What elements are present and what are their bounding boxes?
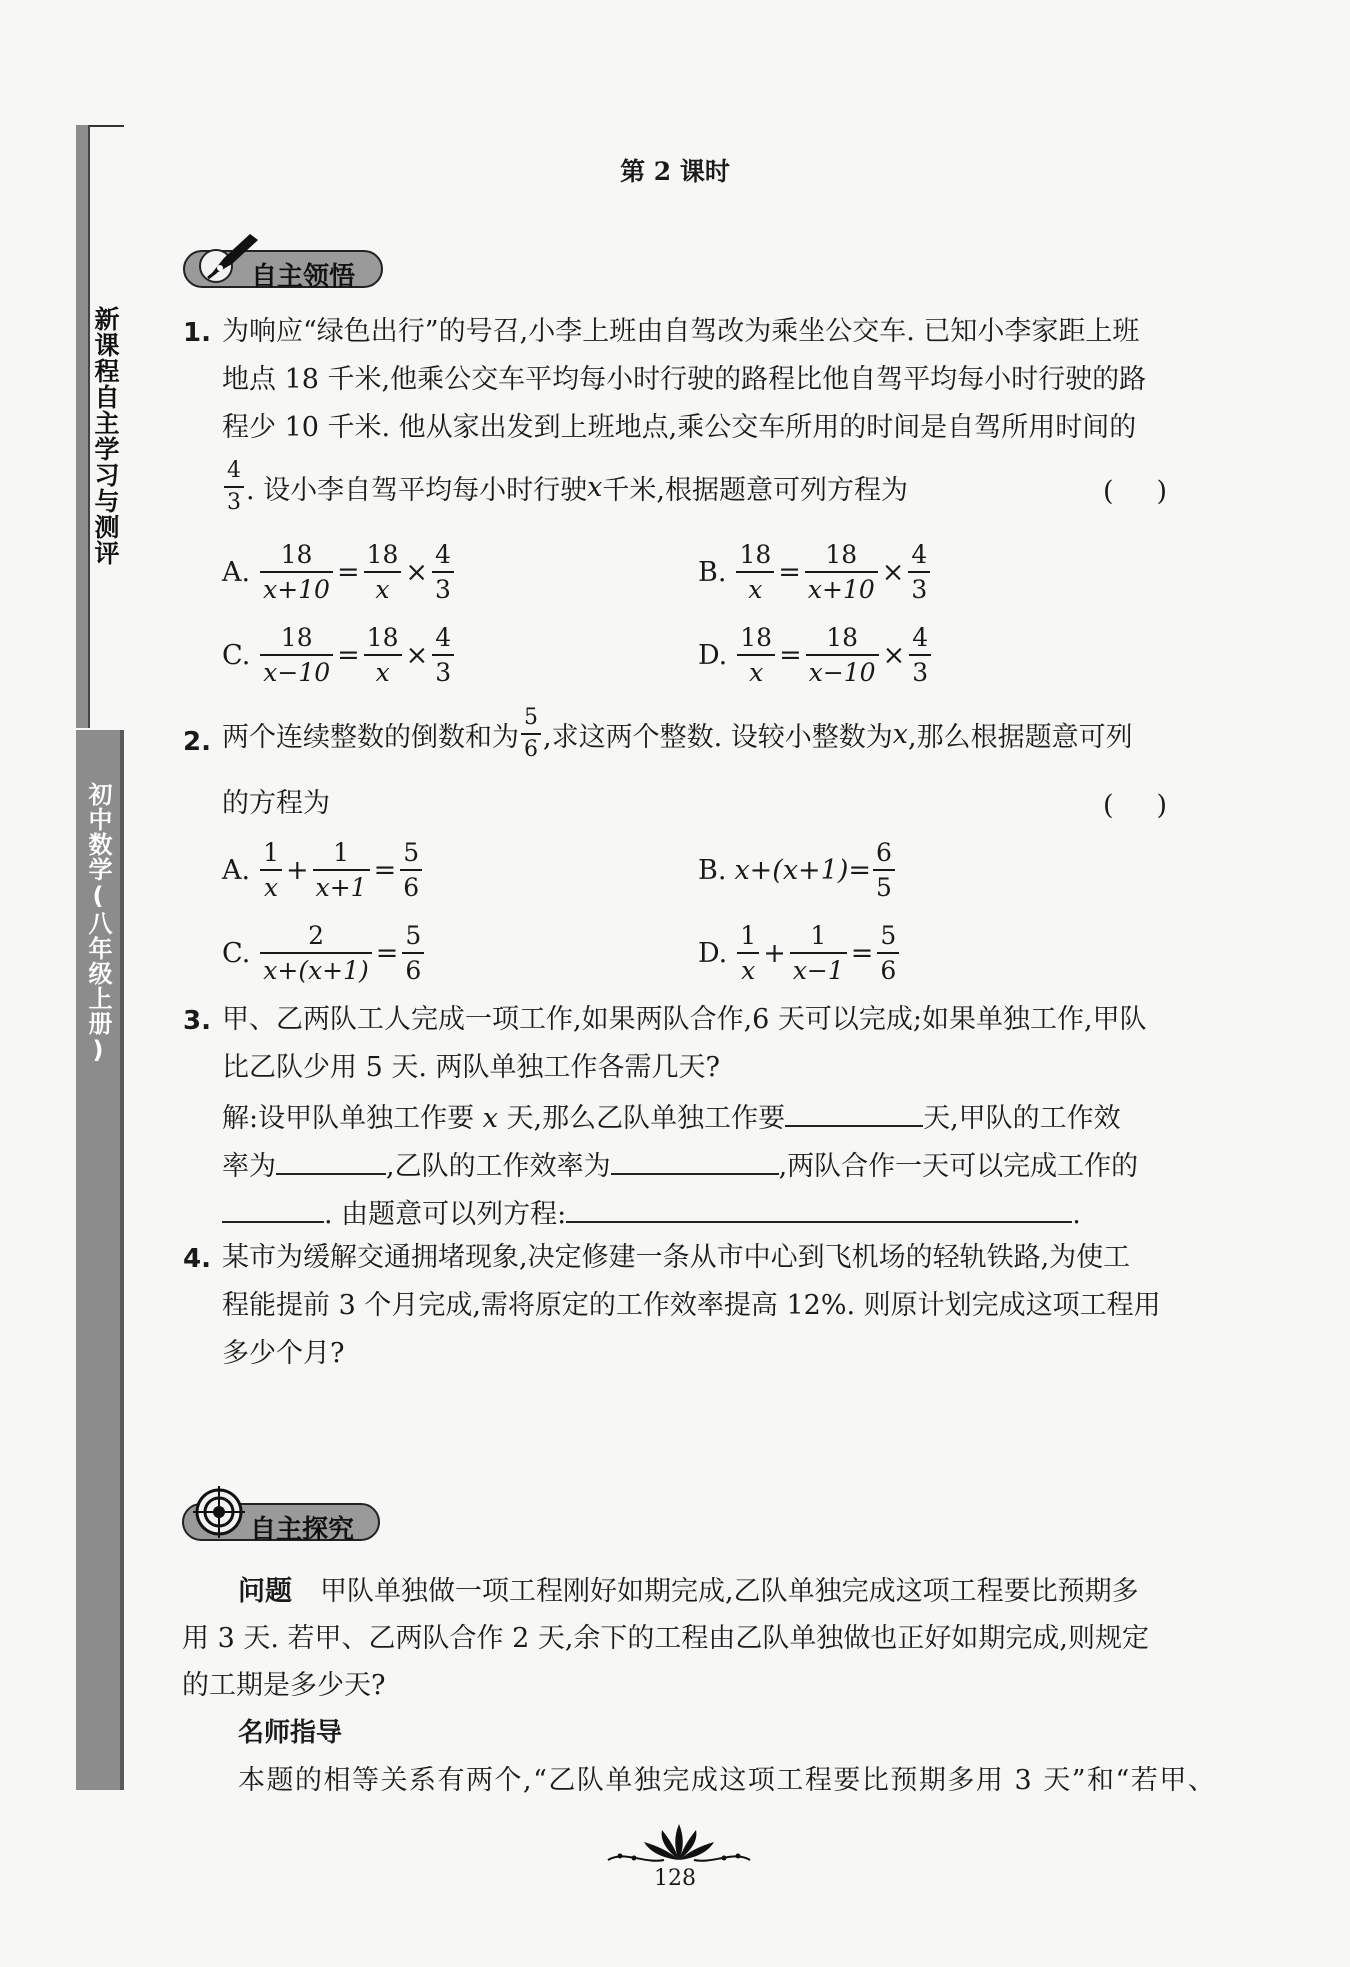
target-icon bbox=[193, 1486, 245, 1538]
answer-blank[interactable] bbox=[222, 1197, 324, 1223]
option-a[interactable]: A. $\frac{18}{x+10}$ = $\frac{18}{x}$ × $\frac{4}{3}$ bbox=[222, 542, 456, 602]
q2-text-line: 的方程为 bbox=[222, 788, 330, 819]
option-d[interactable]: D. $\frac{18}{x}$ = $\frac{18}{x-10}$ × $\frac{4}{3}$ bbox=[698, 625, 933, 685]
answer-bracket: ( ) bbox=[1103, 476, 1167, 507]
option-b[interactable]: B. x+(x+1)= $\frac{6}{5}$ bbox=[698, 840, 897, 900]
problem-text-line: 问题 甲队单独做一项工程刚好如期完成,乙队单独完成这项工程要比预期多 bbox=[238, 1576, 1139, 1607]
answer-bracket: ( ) bbox=[1103, 790, 1167, 821]
q1-text-line: $\frac{4}{3}$ . 设小李自驾平均每小时行驶 x 千米,根据题意可列方程为 bbox=[222, 460, 908, 514]
page-number: 128 bbox=[654, 1866, 696, 1891]
answer-blank[interactable] bbox=[611, 1149, 779, 1175]
question-number: 2. bbox=[183, 727, 211, 757]
question-number: 1. bbox=[183, 318, 211, 348]
q1-text-line: 程少 10 千米. 他从家出发到上班地点,乘公交车所用的时间是自驾所用时间的 bbox=[222, 412, 1137, 443]
option-c[interactable]: C. $\frac{2}{x+(x+1)}$ = $\frac{5}{6}$ bbox=[222, 923, 426, 983]
q3-text-line: . 由题意可以列方程: . bbox=[222, 1197, 1081, 1228]
q1-text-line: 地点 18 千米,他乘公交车平均每小时行驶的路程比他自驾平均每小时行驶的路 bbox=[222, 364, 1147, 395]
sidebar-top-bar bbox=[76, 125, 90, 728]
answer-blank[interactable] bbox=[276, 1149, 386, 1175]
section-label: 自主领悟 bbox=[251, 262, 356, 292]
question-number: 4. bbox=[183, 1244, 211, 1274]
lesson-title: 第 2 课时 bbox=[620, 157, 730, 186]
q4-text-line: 程能提前 3 个月完成,需将原定的工作效率提高 12%. 则原计划完成这项工程用 bbox=[222, 1290, 1161, 1321]
question-number: 3. bbox=[183, 1006, 211, 1036]
sidebar-subject: 初中数学(八年级上册) bbox=[84, 782, 112, 1065]
guide-text-line: 本题的相等关系有两个,“乙队单独完成这项工程要比预期多用 3 天”和“若甲、 bbox=[238, 1765, 1217, 1796]
option-c[interactable]: C. $\frac{18}{x-10}$ = $\frac{18}{x}$ × $\frac{4}{3}$ bbox=[222, 625, 456, 685]
option-d[interactable]: D. $\frac{1}{x}$ + $\frac{1}{x-1}$ = $\frac{5}{6}$ bbox=[698, 923, 901, 983]
q3-text-line: 解:设甲队单独工作要 x 天,那么乙队单独工作要 天,甲队的工作效 bbox=[222, 1103, 1121, 1134]
q2-text-line: 两个连续整数的倒数和为 $\frac{5}{6}$ ,求这两个整数. 设较小整数为 x ,那么根据题意可列 bbox=[222, 705, 1133, 762]
q4-text-line: 某市为缓解交通拥堵现象,决定修建一条从市中心到飞机场的轻轨铁路,为使工 bbox=[222, 1242, 1131, 1273]
equation-blank[interactable] bbox=[566, 1197, 1072, 1223]
leaf-ornament-icon bbox=[604, 1820, 754, 1870]
option-b[interactable]: B. $\frac{18}{x}$ = $\frac{18}{x+10}$ × $\frac{4}{3}$ bbox=[698, 542, 932, 602]
q3-text-line: 比乙队少用 5 天. 两队单独工作各需几天? bbox=[222, 1052, 720, 1083]
sidebar-book-title: 新课程自主学习与测评 bbox=[91, 306, 120, 566]
pen-icon bbox=[198, 228, 264, 286]
q3-text-line: 甲、乙两队工人完成一项工作,如果两队合作,6 天可以完成;如果单独工作,甲队 bbox=[222, 1004, 1147, 1035]
q3-text-line: 率为 ,乙队的工作效率为 ,两队合作一天可以完成工作的 bbox=[222, 1151, 1139, 1182]
problem-label: 问题 bbox=[238, 1576, 292, 1607]
guide-title: 名师指导 bbox=[238, 1718, 343, 1748]
q1-text-line: 为响应“绿色出行”的号召,小李上班由自驾改为乘坐公交车. 已知小李家距上班 bbox=[222, 316, 1140, 347]
problem-text-line: 用 3 天. 若甲、乙两队合作 2 天,余下的工程由乙队单独做也正好如期完成,则规定 bbox=[182, 1623, 1150, 1654]
q4-text-line: 多少个月? bbox=[222, 1338, 345, 1369]
answer-blank[interactable] bbox=[785, 1101, 923, 1127]
option-a[interactable]: A. $\frac{1}{x}$ + $\frac{1}{x+1}$ = $\frac{5}{6}$ bbox=[222, 840, 424, 900]
section-label: 自主探究 bbox=[250, 1515, 355, 1545]
fraction: $\frac{4}{3}$ bbox=[224, 460, 244, 514]
problem-text-line: 的工期是多少天? bbox=[182, 1670, 386, 1701]
